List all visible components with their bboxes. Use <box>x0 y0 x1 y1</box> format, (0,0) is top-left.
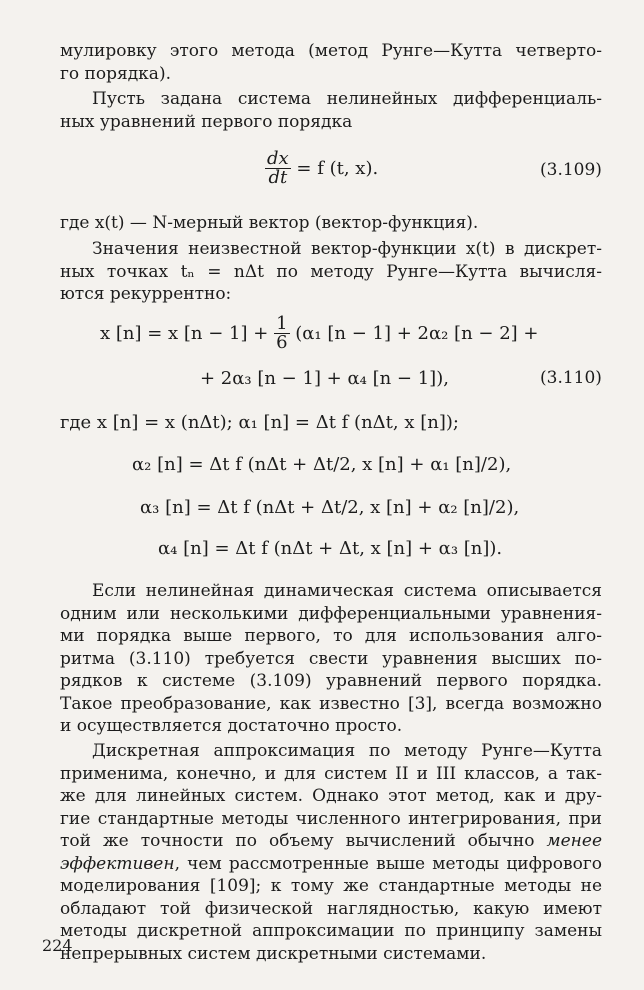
equation-number-3-109: (3.109) <box>540 160 602 180</box>
text-line: применима, конечно, и для систем II и III классов, а так- <box>60 763 602 784</box>
text-line: Значения неизвестной вектор-функции x(t) в дискрет- <box>92 239 602 259</box>
text-line: моделирования [109]; к тому же стандартные методы не <box>60 876 602 896</box>
page-number: 224 <box>42 936 73 955</box>
text-line: методы дискретной аппроксимации по принципу замены <box>60 921 602 941</box>
text-line: где x(t) — N-мерный вектор (вектор-функция). <box>60 213 479 233</box>
paragraph-system-intro <box>60 88 602 133</box>
equation-3-110-line2: + 2α₃ [n − 1] + α₄ [n − 1]), <box>200 368 449 389</box>
text-line: одним или несколькими дифференциальными уравнения- <box>60 603 602 624</box>
text-line: рядков к системе (3.109) уравнений первого порядка. <box>60 671 602 691</box>
equation-alpha-1: где x [n] = x (nΔt); α₁ [n] = Δt f (nΔt, x [n]); <box>60 412 459 433</box>
text-line: и осуществляется достаточно просто. <box>60 716 403 736</box>
text-line: обладают той физической наглядностью, какую имеют <box>60 898 602 919</box>
text-line <box>60 830 602 853</box>
paragraph-continuation <box>60 40 602 85</box>
text-line: мулировку этого метода (метод Рунге—Кутта четверто- <box>60 41 602 61</box>
text-span: той же точности по объему вычислений обычно <box>60 831 535 851</box>
text-line: гие стандартные методы численного интегрирования, при <box>60 808 602 829</box>
text-line: Если нелинейная динамическая система описывается <box>92 581 602 601</box>
text-line: ных уравнений первого порядка <box>60 111 353 132</box>
equation-3-110-line1 <box>100 315 538 352</box>
text-line: ми порядка выше первого, то для использования алго- <box>60 626 602 646</box>
fraction-numerator: 1 <box>276 313 288 334</box>
text-line <box>60 853 602 876</box>
emphasis-text: эффективен <box>60 853 175 874</box>
equation-3-109 <box>265 150 378 187</box>
derivative-fraction <box>265 150 291 187</box>
fraction-numerator: dx <box>267 148 289 169</box>
text-line: непрерывных систем дискретными системами. <box>60 943 487 964</box>
equation-lhs: x [n] = x [n − 1] + <box>100 323 269 344</box>
text-line: го порядка). <box>60 63 171 84</box>
text-line: ритма (3.110) требуется свести уравнения высших по- <box>60 648 602 669</box>
one-sixth-fraction <box>274 315 289 352</box>
paragraph-vector-def <box>60 212 602 235</box>
text-line: ются рекуррентно: <box>60 284 232 304</box>
equation-rhs: (α₁ [n − 1] + 2α₂ [n − 2] + <box>295 323 539 344</box>
text-line: Такое преобразование, как известно [3], всегда возможно <box>60 693 602 714</box>
equation-number-3-110: (3.110) <box>540 368 602 388</box>
text-line: Дискретная аппроксимация по методу Рунге—Кутта <box>92 741 602 761</box>
text-line: Пусть задана система нелинейных дифференциаль- <box>92 89 602 109</box>
text-span: , чем рассмотренные выше методы цифрового <box>174 853 602 874</box>
fraction-denominator: dt <box>268 167 288 188</box>
text-line: же для линейных систем. Однако этот метод, как и дру- <box>60 786 602 806</box>
paragraph-higher-order <box>60 580 602 738</box>
equation-rhs: = f (t, x). <box>296 158 379 179</box>
emphasis-text: менее <box>546 831 603 851</box>
equation-alpha-3: α₃ [n] = Δt f (nΔt + Δt/2, x [n] + α₂ [n]/2), <box>140 497 520 518</box>
equation-alpha-4: α₄ [n] = Δt f (nΔt + Δt, x [n] + α₃ [n]). <box>158 538 503 559</box>
equation-alpha-2: α₂ [n] = Δt f (nΔt + Δt/2, x [n] + α₁ [n]/2), <box>132 454 512 475</box>
fraction-denominator: 6 <box>276 332 288 353</box>
paragraph-discrete-approx <box>60 740 602 965</box>
text-line: ных точках tₙ = nΔt по методу Рунге—Кутта вычисля- <box>60 261 602 282</box>
paragraph-recurrence-intro <box>60 238 602 306</box>
